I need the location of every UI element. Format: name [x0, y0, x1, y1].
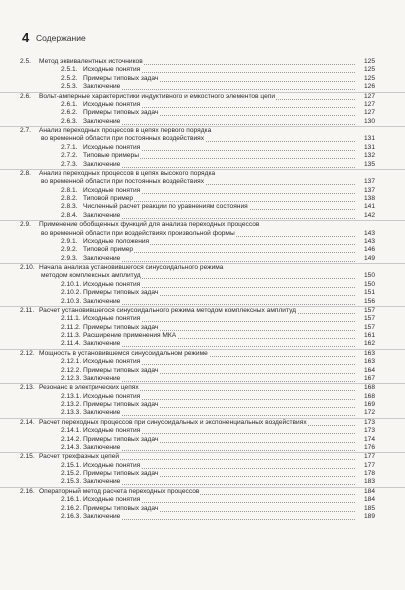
toc-number: 2.5.3. — [61, 83, 78, 91]
toc-title: во временной области при постоянных воздействиях — [41, 178, 205, 186]
toc-section[interactable] — [0, 487, 405, 496]
toc-subsection[interactable] — [0, 161, 405, 169]
toc-number: 2.6.2. — [61, 109, 78, 117]
dot-leader — [83, 161, 373, 168]
toc-number: 2.10. — [20, 264, 35, 271]
toc-number: 2.13.3. — [61, 409, 82, 417]
toc-page-number: 189 — [355, 513, 375, 521]
toc-subsection[interactable] — [0, 401, 405, 409]
toc-page-number: 131 — [355, 144, 375, 152]
toc-page-number: 125 — [355, 75, 375, 83]
toc-number: 2.9. — [20, 221, 31, 229]
toc-title: Анализ переходных процессов в цепях высокого порядка — [39, 169, 216, 177]
toc-page-number: 173 — [355, 427, 375, 435]
toc-page-number: 149 — [355, 255, 375, 263]
toc-subsection[interactable] — [0, 513, 405, 521]
toc-page-number: 127 — [355, 101, 375, 109]
toc-number: 2.16. — [20, 487, 35, 495]
toc-number: 2.12.1. — [61, 358, 82, 366]
toc-subsection[interactable] — [0, 409, 405, 417]
toc-title: Примеры типовых задач — [83, 109, 159, 117]
toc-number: 2.14. — [20, 418, 35, 426]
toc-page-number: 178 — [355, 470, 375, 478]
toc-number: 2.16.2. — [61, 504, 82, 512]
toc-subsection[interactable] — [0, 66, 405, 74]
toc-subsection[interactable] — [0, 315, 405, 323]
toc-section-continuation[interactable] — [0, 272, 405, 280]
toc-subsection[interactable] — [0, 496, 405, 504]
toc-page-number: 143 — [355, 230, 375, 238]
dot-leader — [83, 409, 373, 416]
toc-title: Исходные понятия — [83, 427, 141, 435]
toc-number: 2.15. — [20, 453, 35, 461]
toc-number: 2.11.3. — [61, 332, 81, 339]
toc-page-number: 156 — [355, 298, 375, 306]
toc-title: Заключение — [83, 340, 121, 348]
toc-title: Примеры типовых задач — [83, 323, 159, 331]
toc-section-continuation[interactable] — [0, 178, 405, 186]
toc-subsection[interactable] — [0, 246, 405, 254]
toc-title: Типовой пример — [83, 195, 134, 202]
toc-page-number: 135 — [355, 161, 375, 169]
toc-title: Примеры типовых задач — [83, 435, 159, 443]
toc-number: 2.15.2. — [61, 470, 82, 477]
toc-subsection[interactable] — [0, 109, 405, 117]
dot-leader — [83, 255, 373, 262]
toc-number: 2.10.1. — [61, 280, 82, 288]
toc-number: 2.13. — [20, 384, 35, 392]
toc-section[interactable] — [0, 58, 405, 66]
toc-title: Примеры типовых задач — [83, 289, 159, 297]
toc-title: Исходные понятия — [83, 461, 141, 469]
toc-page-number: 168 — [355, 393, 375, 401]
toc-subsection[interactable] — [0, 358, 405, 366]
toc-title: Применение обобщенных функций для анализа переходных процессов — [39, 221, 260, 229]
toc-section[interactable] — [0, 383, 405, 392]
toc-title: Типовой пример — [83, 246, 134, 254]
toc-title: Начала анализа установившегося синусоидального режима — [39, 264, 224, 271]
toc-title: Заключение — [83, 512, 121, 520]
toc-subsection[interactable] — [0, 212, 405, 220]
toc-page-number: 157 — [355, 307, 375, 315]
toc-page-number: 164 — [355, 367, 375, 375]
toc-number: 2.5.2. — [61, 74, 78, 82]
toc-section[interactable] — [0, 220, 405, 229]
toc-page-number: 168 — [355, 384, 375, 392]
toc-number: 2.11. — [20, 306, 35, 314]
toc-section[interactable] — [0, 169, 405, 178]
dot-leader — [83, 375, 373, 382]
toc-number: 2.8.1. — [61, 186, 78, 194]
toc-page-number: 131 — [355, 135, 375, 143]
toc-subsection[interactable] — [0, 203, 405, 211]
toc-title: Заключение — [83, 374, 121, 382]
toc-number: 2.10.3. — [61, 297, 82, 305]
toc-number: 2.12.2. — [61, 366, 82, 374]
toc-title: Исходные понятия — [83, 280, 141, 288]
toc-page-number: 185 — [355, 505, 375, 513]
toc-page-number: 146 — [355, 246, 375, 254]
toc-title: Исходные понятия — [83, 496, 141, 504]
toc-number: 2.8.3. — [61, 203, 78, 211]
toc-page-number: 130 — [355, 118, 375, 126]
toc-page-number: 142 — [355, 212, 375, 220]
toc-title: Численный расчет реакции по уравнениям состояния — [83, 203, 248, 211]
toc-number: 2.7.1. — [61, 143, 78, 151]
dot-leader — [83, 212, 373, 219]
toc-section[interactable] — [0, 418, 405, 427]
toc-title: Примеры типовых задач — [83, 470, 159, 477]
toc-subsection[interactable] — [0, 83, 405, 91]
toc-title: Исходные понятия — [83, 392, 141, 400]
toc-title: Расчет переходных процессов при синусоидальных и экспоненциальных воздействиях — [39, 418, 307, 426]
toc-number: 2.11.4. — [61, 340, 81, 348]
toc-title: Заключение — [83, 160, 121, 168]
toc-page-number: 137 — [355, 178, 375, 186]
toc-page-number: 163 — [355, 350, 375, 358]
toc-page-number: 172 — [355, 409, 375, 417]
toc-number: 2.10.2. — [61, 289, 82, 297]
toc-page-number: 125 — [355, 66, 375, 74]
page-title: Содержание — [36, 33, 86, 43]
toc-title: Исходные положения — [83, 237, 150, 245]
toc-page-number: 157 — [355, 324, 375, 332]
dot-leader — [83, 118, 373, 125]
toc-subsection[interactable] — [0, 187, 405, 195]
toc-subsection[interactable] — [0, 427, 405, 435]
toc-title: Анализ переходных процессов в цепях первого порядка — [39, 127, 212, 134]
toc-title: Исходные понятия — [83, 186, 141, 194]
toc-page-number: 163 — [355, 358, 375, 366]
toc-page-number: 150 — [355, 272, 375, 280]
toc-title: Примеры типовых задач — [83, 366, 159, 374]
toc-title: Операторный метод расчета переходных процессов — [39, 487, 200, 495]
toc-title: Расчет трехфазных цепей — [39, 453, 120, 461]
dot-leader — [83, 298, 373, 305]
toc-section[interactable] — [0, 263, 405, 272]
toc-page-number: 138 — [355, 195, 375, 203]
toc-number: 2.7.2. — [61, 152, 78, 160]
toc-subsection[interactable] — [0, 340, 405, 348]
toc-page-number: 150 — [355, 281, 375, 289]
toc-title: Заключение — [83, 211, 121, 219]
toc-page-number: 125 — [355, 58, 375, 66]
toc-title: Расчет установившегося синусоидального режима методом комплексных амплитуд — [39, 306, 296, 314]
dot-leader — [83, 478, 373, 485]
toc-subsection[interactable] — [0, 238, 405, 246]
toc-subsection[interactable] — [0, 118, 405, 126]
toc-number: 2.7. — [20, 127, 31, 134]
toc-subsection[interactable] — [0, 324, 405, 332]
toc-title: Мощность в установившемся синусоидальном режиме — [39, 349, 208, 357]
toc-number: 2.14.2. — [61, 435, 82, 443]
toc-section[interactable] — [0, 306, 405, 315]
dot-leader — [83, 513, 373, 520]
toc-subsection[interactable] — [0, 144, 405, 152]
toc-title: Заключение — [83, 409, 121, 417]
toc-title: Заключение — [83, 443, 121, 451]
toc-number: 2.9.1. — [61, 237, 78, 245]
toc-page-number: 143 — [355, 238, 375, 246]
toc-page-number: 127 — [355, 93, 375, 101]
toc-page-number: 183 — [355, 478, 375, 486]
toc-number: 2.9.2. — [61, 246, 78, 254]
toc-number: 2.16.1. — [61, 496, 82, 504]
toc-page-number: 141 — [355, 203, 375, 211]
toc-number: 2.12. — [20, 349, 35, 357]
toc-title: Исходные понятия — [83, 358, 141, 366]
toc-section[interactable] — [0, 92, 405, 101]
page-header — [0, 0, 405, 60]
toc-number: 2.9.3. — [61, 254, 78, 262]
toc-title: Исходные понятия — [83, 100, 141, 108]
toc-subsection[interactable] — [0, 289, 405, 297]
toc-title: Заключение — [83, 254, 121, 262]
toc-title: Метод эквивалентных источников — [39, 58, 143, 65]
toc-number: 2.6. — [20, 92, 31, 100]
toc-section[interactable] — [0, 349, 405, 358]
toc-title: Заключение — [83, 117, 121, 125]
toc-subsection[interactable] — [0, 444, 405, 452]
toc-number: 2.16.3. — [61, 512, 82, 520]
dot-leader — [83, 83, 373, 90]
toc-title: Заключение — [83, 478, 121, 486]
toc-number: 2.11.2. — [61, 323, 81, 331]
toc-number: 2.8.4. — [61, 211, 78, 219]
toc-title: Исходные понятия — [83, 66, 141, 74]
toc-title: Резонанс в электрических цепях — [39, 384, 139, 392]
toc-page-number: 176 — [355, 444, 375, 452]
toc-title: Вольт-амперные характеристики индуктивного и емкостного элементов цепи — [39, 92, 276, 100]
toc-page-number: 173 — [355, 419, 375, 427]
toc-page-number: 184 — [355, 488, 375, 496]
toc-subsection[interactable] — [0, 101, 405, 109]
toc-section-continuation[interactable] — [0, 230, 405, 238]
toc-subsection[interactable] — [0, 462, 405, 470]
toc-number: 2.7.3. — [61, 160, 78, 168]
toc-subsection[interactable] — [0, 470, 405, 478]
toc-subsection[interactable] — [0, 478, 405, 486]
toc-subsection[interactable] — [0, 332, 405, 340]
toc-subsection[interactable] — [0, 505, 405, 513]
toc-number: 2.13.1. — [61, 392, 82, 400]
toc-page-number: 127 — [355, 109, 375, 117]
toc-subsection[interactable] — [0, 298, 405, 306]
toc-number: 2.11.1. — [61, 315, 81, 323]
toc-number: 2.5.1. — [61, 66, 78, 74]
toc-page-number: 174 — [355, 436, 375, 444]
toc-page-number: 161 — [355, 332, 375, 340]
toc-section[interactable] — [0, 452, 405, 461]
toc-number: 2.6.3. — [61, 117, 78, 125]
toc-subsection[interactable] — [0, 367, 405, 375]
toc-number: 2.5. — [20, 58, 31, 65]
toc-subsection[interactable] — [0, 152, 405, 160]
toc-number: 2.6.1. — [61, 100, 78, 108]
toc-title: во временной области при постоянных воздействиях — [41, 135, 205, 143]
toc-page-number: 184 — [355, 496, 375, 504]
toc-title: методом комплексных амплитуд — [41, 272, 141, 280]
toc-page-number: 137 — [355, 187, 375, 195]
toc-page-number: 169 — [355, 401, 375, 409]
toc-number: 2.12.3. — [61, 374, 82, 382]
toc-page-number: 151 — [355, 289, 375, 297]
toc-title: Примеры типовых задач — [83, 504, 159, 512]
toc-title: Типовые примеры — [83, 152, 139, 160]
toc-number: 2.14.1. — [61, 427, 82, 435]
toc-page-number: 162 — [355, 340, 375, 348]
toc-title: Исходные понятия — [83, 315, 141, 323]
toc-subsection[interactable] — [0, 255, 405, 263]
toc-section-continuation[interactable] — [0, 135, 405, 143]
toc-section[interactable] — [0, 126, 405, 135]
toc-number: 2.15.3. — [61, 478, 82, 486]
toc-subsection[interactable] — [0, 281, 405, 289]
toc-page-number: 177 — [355, 462, 375, 470]
toc-title: Исходные понятия — [83, 143, 141, 151]
toc-title: Примеры типовых задач — [83, 401, 159, 408]
page-number: 4 — [22, 30, 30, 45]
toc-number: 2.8. — [20, 169, 31, 177]
toc-page-number: 132 — [355, 152, 375, 160]
dot-leader — [83, 444, 373, 451]
toc-number: 2.14.3. — [61, 443, 82, 451]
toc-title: Расширение применения МКА — [83, 332, 177, 339]
toc-subsection[interactable] — [0, 393, 405, 401]
toc-number: 2.15.1. — [61, 461, 82, 469]
dot-leader — [83, 340, 373, 347]
toc-subsection[interactable] — [0, 75, 405, 83]
toc-page-number: 167 — [355, 375, 375, 383]
toc-page-number: 126 — [355, 83, 375, 91]
toc-number: 2.13.2. — [61, 401, 82, 408]
toc-title: Заключение — [83, 297, 121, 305]
toc-title: во временной области при воздействиях произвольной формы — [41, 229, 235, 237]
table-of-contents — [0, 58, 405, 521]
toc-subsection[interactable] — [0, 375, 405, 383]
toc-page-number: 157 — [355, 315, 375, 323]
toc-number: 2.8.2. — [61, 195, 78, 202]
toc-page-number: 177 — [355, 453, 375, 461]
toc-title: Заключение — [83, 83, 121, 91]
toc-subsection[interactable] — [0, 436, 405, 444]
toc-title: Примеры типовых задач — [83, 74, 159, 82]
